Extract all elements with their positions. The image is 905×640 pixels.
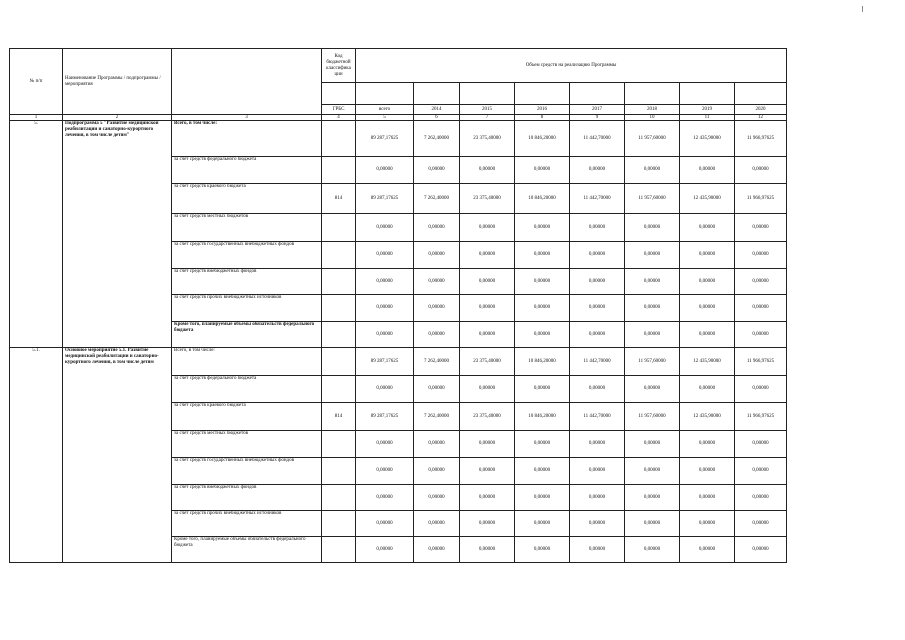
- value-year: 0,00000: [460, 537, 515, 563]
- value-year: 0,00000: [625, 458, 680, 485]
- grbs-code: [322, 376, 356, 403]
- value-year: 0,00000: [570, 157, 625, 184]
- value-total: 0,00000: [356, 458, 414, 485]
- value-total: 89 287,17625: [356, 121, 414, 157]
- value-year: 12 435,90000: [680, 348, 735, 376]
- program-name: Основное мероприятие 5.1. Развитие медицинской реабилитации и санаторно-курортного лечения, в том числе детям: [63, 348, 172, 563]
- value-year: 10 846,20000: [515, 348, 570, 376]
- funding-source: за счет средств государственных внебюджетных фондов: [172, 242, 322, 269]
- header-year: 2018: [625, 105, 680, 115]
- value-total: 0,00000: [356, 431, 414, 458]
- value-year: 0,00000: [735, 485, 787, 511]
- value-year: 0,00000: [680, 242, 735, 269]
- value-year: 0,00000: [625, 295, 680, 322]
- value-year: 0,00000: [570, 322, 625, 348]
- value-year: 0,00000: [680, 157, 735, 184]
- value-year: 0,00000: [460, 242, 515, 269]
- value-year: 11 957,60000: [625, 184, 680, 214]
- grbs-code: [322, 121, 356, 157]
- value-year: 0,00000: [460, 511, 515, 537]
- value-year: 0,00000: [570, 485, 625, 511]
- value-year: 0,00000: [515, 537, 570, 563]
- value-year: 7 262,40000: [414, 403, 460, 431]
- value-year: 23 375,40000: [460, 121, 515, 157]
- value-year: 0,00000: [680, 431, 735, 458]
- funding-source: за счет средств местных бюджетов: [172, 214, 322, 242]
- value-year: 0,00000: [414, 295, 460, 322]
- value-total: 0,00000: [356, 376, 414, 403]
- column-number: 5: [356, 115, 414, 121]
- value-year: 0,00000: [735, 269, 787, 295]
- value-year: 0,00000: [414, 376, 460, 403]
- value-year: 0,00000: [515, 269, 570, 295]
- header-year: 2015: [460, 105, 515, 115]
- header-col-name: Наименование Программы / подпрограммы / мероприятия: [63, 49, 172, 115]
- header-total: всего: [356, 105, 414, 115]
- column-number: 10: [625, 115, 680, 121]
- row-number: 5.1.: [10, 348, 63, 563]
- value-total: 0,00000: [356, 511, 414, 537]
- value-year: 0,00000: [680, 214, 735, 242]
- grbs-code: [322, 157, 356, 184]
- column-number: 3: [172, 115, 322, 121]
- value-year: 11 957,60000: [625, 121, 680, 157]
- value-year: 0,00000: [414, 485, 460, 511]
- value-year: 11 966,97625: [735, 348, 787, 376]
- value-total: 0,00000: [356, 295, 414, 322]
- value-year: 0,00000: [570, 269, 625, 295]
- value-total: 0,00000: [356, 214, 414, 242]
- program-funding-sheet: [9, 48, 786, 563]
- value-year: 0,00000: [515, 376, 570, 403]
- value-year: 11 957,60000: [625, 403, 680, 431]
- header-col-source-blank: [172, 49, 322, 115]
- value-year: 0,00000: [570, 511, 625, 537]
- value-year: 0,00000: [570, 295, 625, 322]
- header-year: 2020: [735, 105, 787, 115]
- column-number: 2: [63, 115, 172, 121]
- grbs-code: [322, 431, 356, 458]
- value-year: 0,00000: [414, 322, 460, 348]
- funding-source: за счет средств внебюджетных фондов: [172, 485, 322, 511]
- value-year: 0,00000: [414, 431, 460, 458]
- value-total: 89 287,17625: [356, 184, 414, 214]
- header-row-top: [10, 49, 787, 83]
- value-year: 0,00000: [460, 431, 515, 458]
- grbs-code: [322, 485, 356, 511]
- value-year: 0,00000: [414, 537, 460, 563]
- funding-source: Кроме того, планируемые объемы обязательств федерального бюджета: [172, 322, 322, 348]
- value-year: 0,00000: [414, 511, 460, 537]
- column-number: 7: [460, 115, 515, 121]
- header-grbs: ГРБС: [322, 105, 356, 115]
- value-year: 7 262,40000: [414, 121, 460, 157]
- table-row: [10, 348, 787, 376]
- value-year: 0,00000: [680, 485, 735, 511]
- value-year: 0,00000: [570, 376, 625, 403]
- value-year: 0,00000: [515, 485, 570, 511]
- value-year: 11 442,70000: [570, 403, 625, 431]
- value-year: 0,00000: [625, 269, 680, 295]
- value-total: 0,00000: [356, 157, 414, 184]
- value-year: 0,00000: [515, 511, 570, 537]
- header-col-volume: Объем средств на реализацию Программы: [356, 49, 787, 83]
- value-total: 89 287,17625: [356, 403, 414, 431]
- value-year: 23 375,40000: [460, 184, 515, 214]
- value-year: 0,00000: [460, 322, 515, 348]
- value-year: 0,00000: [515, 242, 570, 269]
- header-col-code: Код бюджетной классифика ции: [322, 49, 356, 83]
- column-number: 1: [10, 115, 63, 121]
- value-year: 0,00000: [680, 269, 735, 295]
- value-year: 0,00000: [570, 242, 625, 269]
- value-year: 0,00000: [515, 214, 570, 242]
- column-number: 9: [570, 115, 625, 121]
- value-year: 0,00000: [460, 485, 515, 511]
- value-year: 0,00000: [625, 242, 680, 269]
- value-year: 0,00000: [680, 322, 735, 348]
- header-year: 2019: [680, 105, 735, 115]
- value-year: 11 966,97625: [735, 184, 787, 214]
- row-number: 5.: [10, 121, 63, 348]
- grbs-code: 814: [322, 184, 356, 214]
- value-year: 0,00000: [515, 295, 570, 322]
- funding-source: за счет средств прочих внебюджетных источников: [172, 295, 322, 322]
- value-year: 0,00000: [570, 214, 625, 242]
- funding-source: Всего, в том числе:: [172, 348, 322, 376]
- column-number: 8: [515, 115, 570, 121]
- value-year: 7 262,40000: [414, 348, 460, 376]
- header-year: 2014: [414, 105, 460, 115]
- value-total: 0,00000: [356, 242, 414, 269]
- value-year: 0,00000: [735, 157, 787, 184]
- value-year: 0,00000: [625, 157, 680, 184]
- value-year: 12 435,90000: [680, 121, 735, 157]
- value-year: 0,00000: [414, 157, 460, 184]
- value-year: 0,00000: [735, 458, 787, 485]
- value-year: 12 435,90000: [680, 184, 735, 214]
- funding-source: за счет средств местных бюджетов: [172, 431, 322, 458]
- grbs-code: [322, 537, 356, 563]
- grbs-code: [322, 214, 356, 242]
- funding-source: за счет средств федерального бюджета: [172, 376, 322, 403]
- program-name: Подпрограмма 5 "Развитие медицинской реабилитации и санаторно-курортного лечения, в том числе детям": [63, 121, 172, 348]
- scan-artifact: [862, 6, 863, 12]
- value-year: 0,00000: [735, 511, 787, 537]
- value-year: 0,00000: [460, 269, 515, 295]
- value-year: 23 375,40000: [460, 348, 515, 376]
- column-number: 4: [322, 115, 356, 121]
- value-year: 0,00000: [515, 458, 570, 485]
- column-number: 11: [680, 115, 735, 121]
- value-year: 11 966,97625: [735, 403, 787, 431]
- value-year: 0,00000: [570, 537, 625, 563]
- grbs-code: [322, 269, 356, 295]
- value-year: 0,00000: [735, 242, 787, 269]
- value-year: 0,00000: [460, 458, 515, 485]
- value-year: 0,00000: [625, 322, 680, 348]
- value-year: 0,00000: [735, 214, 787, 242]
- value-year: 0,00000: [680, 376, 735, 403]
- value-year: 0,00000: [625, 537, 680, 563]
- funding-source: за счет средств прочих внебюджетных источников: [172, 511, 322, 537]
- value-year: 0,00000: [414, 458, 460, 485]
- value-year: 11 966,97625: [735, 121, 787, 157]
- value-year: 0,00000: [735, 295, 787, 322]
- value-year: 0,00000: [414, 242, 460, 269]
- value-year: 0,00000: [515, 322, 570, 348]
- value-year: 0,00000: [625, 376, 680, 403]
- value-year: 11 442,70000: [570, 348, 625, 376]
- funding-source: за счет средств краевого бюджета: [172, 184, 322, 214]
- value-year: 0,00000: [515, 157, 570, 184]
- funding-source: за счет средств краевого бюджета: [172, 403, 322, 431]
- value-year: 0,00000: [625, 485, 680, 511]
- funding-source: за счет средств внебюджетных фондов: [172, 269, 322, 295]
- value-year: 0,00000: [680, 537, 735, 563]
- value-year: 0,00000: [735, 322, 787, 348]
- value-total: 89 287,17625: [356, 348, 414, 376]
- value-year: 0,00000: [460, 157, 515, 184]
- grbs-code: [322, 458, 356, 485]
- value-year: 0,00000: [625, 214, 680, 242]
- column-number: 6: [414, 115, 460, 121]
- header-col-no: № п/п: [10, 49, 63, 115]
- value-total: 0,00000: [356, 485, 414, 511]
- column-number: 12: [735, 115, 787, 121]
- grbs-code: [322, 242, 356, 269]
- value-year: 0,00000: [570, 431, 625, 458]
- value-year: 0,00000: [680, 511, 735, 537]
- value-year: 0,00000: [735, 376, 787, 403]
- value-year: 23 375,40000: [460, 403, 515, 431]
- value-year: 0,00000: [625, 511, 680, 537]
- grbs-code: [322, 348, 356, 376]
- value-total: 0,00000: [356, 537, 414, 563]
- value-year: 0,00000: [735, 431, 787, 458]
- value-year: 11 442,70000: [570, 121, 625, 157]
- value-year: 11 442,70000: [570, 184, 625, 214]
- value-year: 10 846,20000: [515, 184, 570, 214]
- grbs-code: [322, 295, 356, 322]
- value-year: 0,00000: [460, 214, 515, 242]
- value-year: 0,00000: [570, 458, 625, 485]
- funding-source: за счет средств государственных внебюджетных фондов: [172, 458, 322, 485]
- value-year: 0,00000: [625, 431, 680, 458]
- value-year: 0,00000: [515, 431, 570, 458]
- value-year: 7 262,40000: [414, 184, 460, 214]
- header-year: 2016: [515, 105, 570, 115]
- value-year: 11 957,60000: [625, 348, 680, 376]
- value-year: 0,00000: [414, 214, 460, 242]
- grbs-code: [322, 322, 356, 348]
- grbs-code: 814: [322, 403, 356, 431]
- value-year: 10 846,20000: [515, 121, 570, 157]
- grbs-code: [322, 511, 356, 537]
- value-total: 0,00000: [356, 322, 414, 348]
- funding-table: [9, 48, 787, 563]
- funding-source: Всего, в том числе:: [172, 121, 322, 157]
- funding-source: Кроме того, планируемые объемы обязательств федерального бюджета: [172, 537, 322, 563]
- value-year: 0,00000: [735, 537, 787, 563]
- value-total: 0,00000: [356, 269, 414, 295]
- value-year: 0,00000: [414, 269, 460, 295]
- value-year: 10 846,20000: [515, 403, 570, 431]
- funding-source: за счет средств федерального бюджета: [172, 157, 322, 184]
- value-year: 0,00000: [680, 458, 735, 485]
- value-year: 0,00000: [680, 295, 735, 322]
- table-row: [10, 121, 787, 157]
- value-year: 0,00000: [460, 295, 515, 322]
- value-year: 0,00000: [460, 376, 515, 403]
- value-year: 12 435,90000: [680, 403, 735, 431]
- header-year: 2017: [570, 105, 625, 115]
